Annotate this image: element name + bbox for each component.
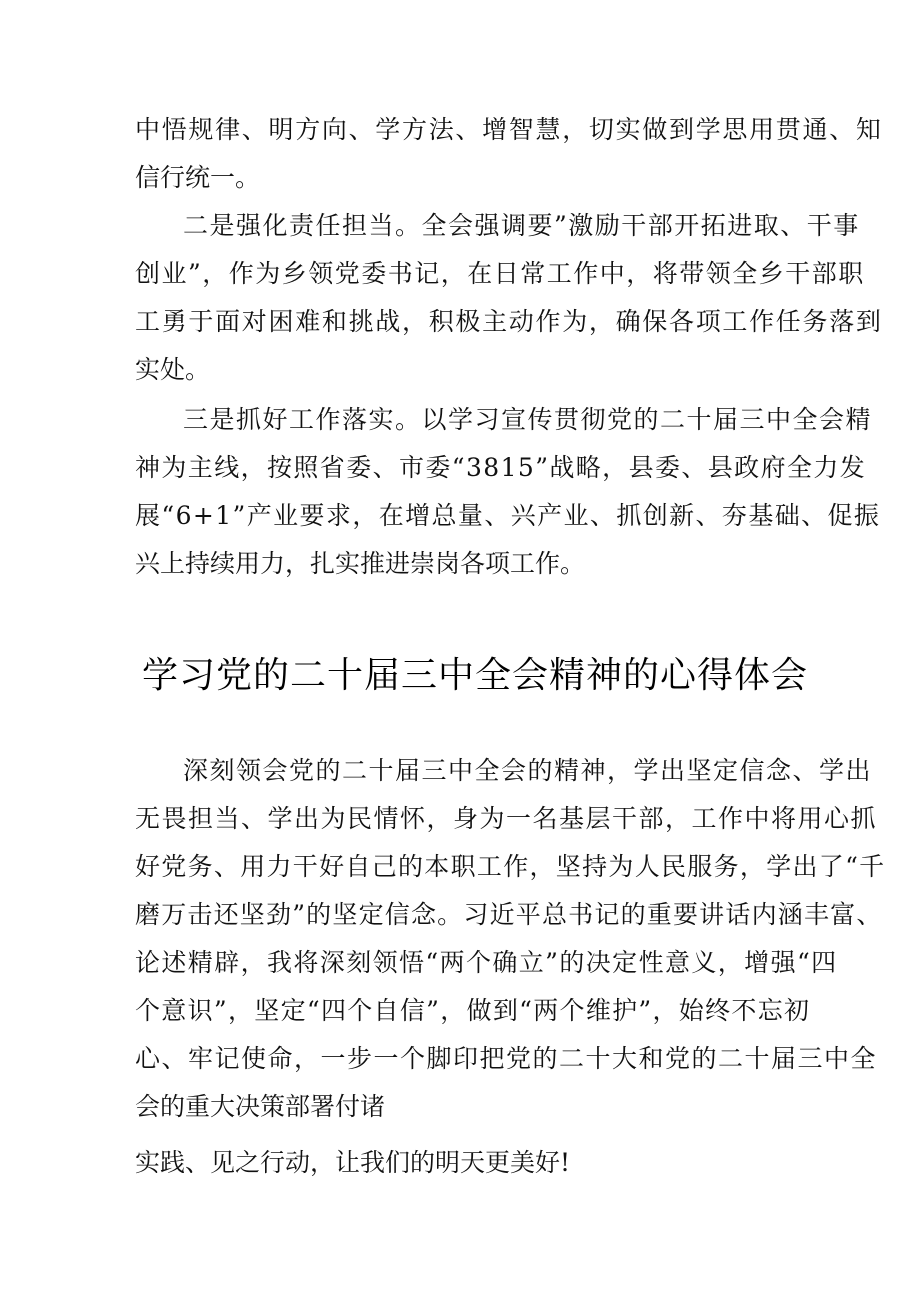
paragraph-line: 磨万击还坚劲”的坚定信念。习近平总书记的重要讲话内涵丰富、 (135, 900, 883, 929)
paragraph-line: 好党务、用力干好自己的本职工作，坚持为人民服务，学出了“千 (135, 852, 886, 881)
paragraph-line: 展“6+1”产业要求，在增总量、兴产业、抓创新、夯基础、促振 (135, 501, 881, 530)
paragraph-line: 心、牢记使命，一步一个脚印把党的二十大和党的二十届三中全 (135, 1044, 878, 1073)
paragraph-line: 三是抓好工作落实。以学习宣传贯彻党的二十届三中全会精 (183, 405, 873, 434)
paragraph-line: 个意识”，坚定“四个自信”，做到“两个维护”，始终不忘初 (135, 996, 811, 1025)
paragraph-line: 无畏担当、学出为民情怀，身为一名基层干部，工作中将用心抓 (135, 804, 878, 833)
paragraph-line: 二是强化责任担当。全会强调要”激励干部开拓进取、干事 (183, 211, 860, 240)
section-title: 学习党的二十届三中全会精神的心得体会 (142, 655, 809, 696)
paragraph-line: 实践、见之行动，让我们的明天更美好! (135, 1148, 571, 1177)
paragraph-line: 论述精辟，我将深刻领悟“两个确立”的决定性意义，增强“四 (135, 948, 838, 977)
paragraph-line: 深刻领会党的二十届三中全会的精神，学出坚定信念、学出 (183, 756, 873, 785)
paragraph-line: 神为主线，按照省委、市委“3815”战略，县委、县政府全力发 (135, 453, 867, 482)
paragraph-line: 创业”，作为乡领党委书记，在日常工作中，将带领全乡干部职 (135, 259, 865, 288)
paragraph-line: 会的重大决策部署付诸 (135, 1092, 386, 1121)
paragraph-line: 信行统一。 (135, 163, 261, 192)
paragraph-line: 中悟规律、明方向、学方法、增智慧，切实做到学思用贯通、知 (135, 115, 883, 144)
paragraph-line: 兴上持续用力，扎实推进崇岗各项工作。 (135, 549, 586, 578)
paragraph-line: 实处。 (135, 355, 211, 384)
paragraph-line: 工勇于面对困难和挑战，积极主动作为，确保各项工作任务落到 (135, 307, 883, 336)
